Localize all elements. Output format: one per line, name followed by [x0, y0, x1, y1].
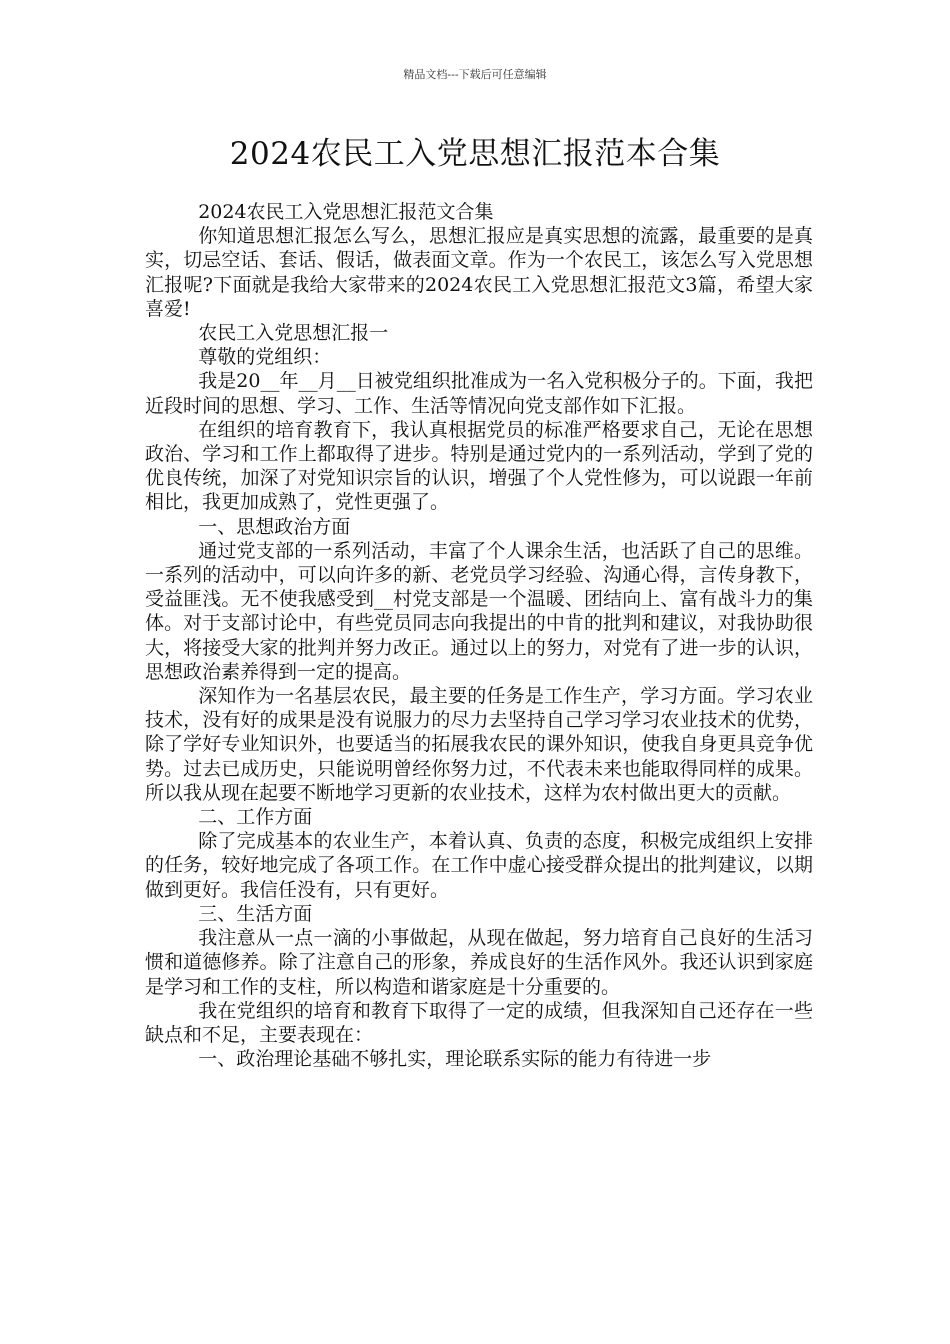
section-heading: 二、工作方面	[198, 806, 313, 829]
section-heading: 一、思想政治方面	[198, 515, 351, 538]
paragraph-subtitle: 2024农民工入党思想汇报范文合集	[198, 201, 494, 223]
section-heading: 三、生活方面	[198, 902, 313, 925]
page-header: 精品文档---下载后可任意编辑	[403, 68, 547, 81]
document-title: 2024农民工入党思想汇报范本合集	[229, 136, 721, 172]
paragraph: 深知作为一名基层农民，最主要的任务是工作生产，学习方面。学习农业技术，没有好的成果是没有说服力的尽力去坚持自己学习学习农业技术的优势，除了学好专业知识外，也要适当的拓展我农民的课外知识，使我自身更具竞争优势。过去已成历史，只能说明曾经你努力过，不代表未来也能取得同样的成果。所以我从现在起要不断地学习更新的农业技术，这样为农村做出更大的贡献。	[145, 685, 813, 804]
salutation: 尊敬的党组织：	[198, 346, 332, 369]
paragraph: 我是20__年__月__日被党组织批准成为一名入党积极分子的。下面，我把近段时间的思想、学习、工作、生活等情况向党支部作如下汇报。	[145, 370, 813, 417]
section-heading: 农民工入党思想汇报一	[198, 322, 389, 345]
paragraph: 我在党组织的培育和教育下取得了一定的成绩，但我深知自己还存在一些缺点和不足，主要表现在：	[145, 999, 813, 1046]
paragraph: 在组织的培育教育下，我认真根据党员的标准严格要求自己，无论在思想政治、学习和工作上都取得了进步。特别是通过党内的一系列活动，学到了党的优良传统，加深了对党知识宗旨的认识，增强了个人党性修为，可以说跟一年前相比，我更加成熟了，党性更强了。	[145, 418, 813, 514]
paragraph-intro: 你知道思想汇报怎么写么，思想汇报应是真实思想的流露，最重要的是真实，切忌空话、套话、假话，做表面文章。作为一个农民工，该怎么写入党思想汇报呢?下面就是我给大家带来的2024农民工入党思想汇报范文3篇，希望大家喜爱!	[145, 225, 813, 320]
paragraph: 一、政治理论基础不够扎实，理论联系实际的能力有待进一步	[198, 1048, 712, 1071]
paragraph: 我注意从一点一滴的小事做起，从现在做起，努力培育自己良好的生活习惯和道德修养。除了注意自己的形象，养成良好的生活作风外。我还认识到家庭是学习和工作的支柱，所以构造和谐家庭是十分重要的。	[145, 927, 813, 998]
paragraph: 除了完成基本的农业生产，本着认真、负责的态度，积极完成组织上安排的任务，较好地完成了各项工作。在工作中虚心接受群众提出的批判建议，以期做到更好。我信任没有，只有更好。	[145, 830, 813, 901]
paragraph: 通过党支部的一系列活动，丰富了个人课余生活，也活跃了自己的思维。一系列的活动中，可以向许多的新、老党员学习经验、沟通心得，言传身教下，受益匪浅。无不使我感受到__村党支部是一个温暖、团结向上、富有战斗力的集体。对于支部讨论中，有些党员同志向我提出的中肯的批判和建议，对我协助很大，将接受大家的批判并努力改正。通过以上的努力，对党有了进一步的认识，思想政治素养得到一定的提高。	[145, 539, 813, 683]
document-body	[145, 200, 813, 1071]
